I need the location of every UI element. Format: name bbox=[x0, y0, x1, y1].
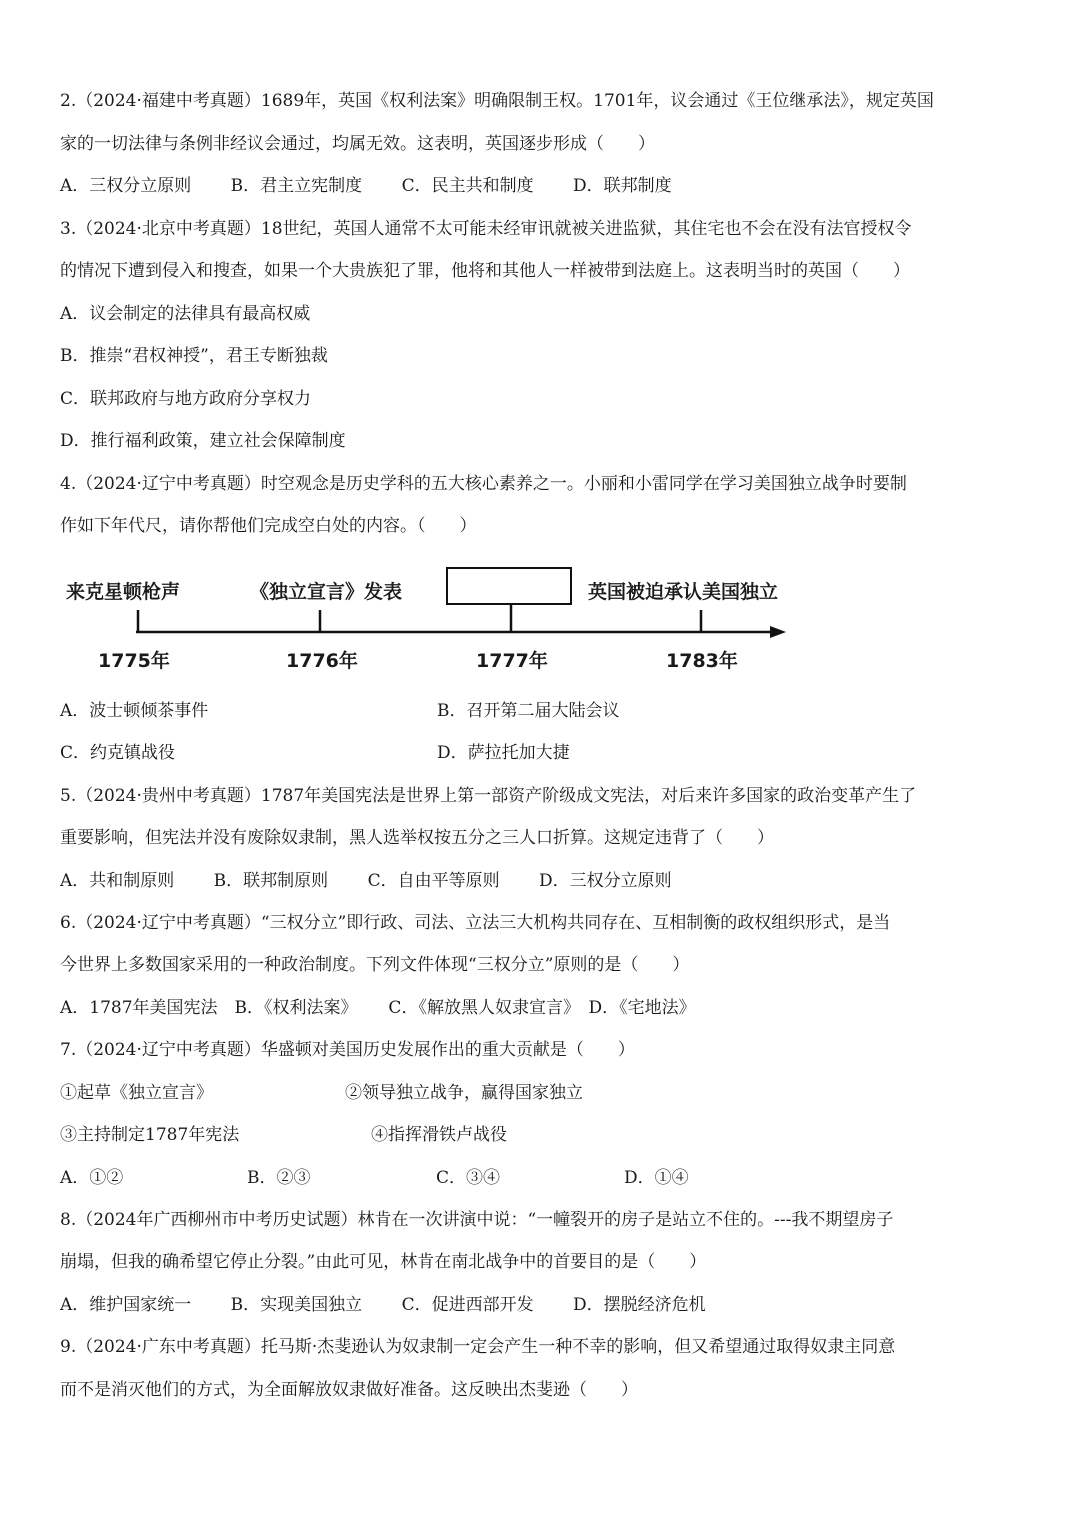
q8-stem-line1: 8.（2024年广西柳州市中考历史试题）林肯在一次讲演中说：“一幢裂开的房子是站立不住的。---我不期望房子 bbox=[60, 1210, 894, 1230]
q7-item-4: ④指挥滑铁卢战役 bbox=[371, 1125, 507, 1145]
q6-stem-line2: 今世界上多数国家采用的一种政治制度。下列文件体现“三权分立”原则的是（ ） bbox=[60, 955, 690, 975]
q4-option-a: A．波士顿倾茶事件 bbox=[60, 701, 209, 721]
q7-item-1: ①起草《独立宣言》 bbox=[60, 1083, 213, 1103]
timeline-label-recognition: 英国被迫承认美国独立 bbox=[588, 581, 779, 603]
q3-stem-line2: 的情况下遭到侵入和搜查，如果一个大贵族犯了罪，他将和其他人一样被带到法庭上。这表明当时的英国（ ） bbox=[60, 261, 910, 281]
q4-stem-line2: 作如下年代尺，请你帮他们完成空白处的内容。（ ） bbox=[60, 516, 477, 536]
timeline-year-1776: 1776年 bbox=[286, 650, 358, 672]
q6-options: A．1787年美国宪法 B．《权利法案》 C．《解放黑人奴隶宣言》 D．《宅地法》 bbox=[60, 998, 696, 1018]
q6-stem-line1: 6.（2024·辽宁中考真题）“三权分立”即行政、司法、立法三大机构共同存在、互相制衡的政权组织形式，是当 bbox=[60, 913, 891, 933]
q4-option-b: B．召开第二届大陆会议 bbox=[437, 701, 620, 721]
q7-stem: 7.（2024·辽宁中考真题）华盛顿对美国历史发展作出的重大贡献是（ ） bbox=[60, 1040, 635, 1060]
q3-option-d: D．推行福利政策，建立社会保障制度 bbox=[60, 431, 346, 451]
q3-stem-line1: 3.（2024·北京中考真题）18世纪，英国人通常不太可能未经审讯就被关进监狱，其住宅也不会在没有法官授权令 bbox=[60, 219, 912, 239]
q7-option-d: D．①④ bbox=[624, 1168, 689, 1188]
q7-item-3: ③主持制定1787年宪法 bbox=[60, 1125, 240, 1145]
q3-option-b: B．推崇“君权神授”，君王专断独裁 bbox=[60, 346, 328, 366]
q5-options: A．共和制原则 B．联邦制原则 C．自由平等原则 D．三权分立原则 bbox=[60, 871, 672, 891]
q9-stem-line2: 而不是消灭他们的方式，为全面解放奴隶做好准备。这反映出杰斐逊（ ） bbox=[60, 1380, 638, 1400]
timeline-year-1783: 1783年 bbox=[666, 650, 738, 672]
q5-stem-line2: 重要影响，但宪法并没有废除奴隶制，黑人选举权按五分之三人口折算。这规定违背了（ ） bbox=[60, 828, 774, 848]
timeline-year-1777: 1777年 bbox=[476, 650, 548, 672]
q4-timeline bbox=[60, 560, 820, 680]
q8-stem-line2: 崩塌，但我的确希望它停止分裂。”由此可见，林肯在南北战争中的首要目的是（ ） bbox=[60, 1252, 707, 1272]
q4-stem-line1: 4.（2024·辽宁中考真题）时空观念是历史学科的五大核心素养之一。小丽和小雷同学在学习美国独立战争时要制 bbox=[60, 474, 907, 494]
q7-item-2: ②领导独立战争，赢得国家独立 bbox=[345, 1083, 583, 1103]
q2-stem-line2: 家的一切法律与条例非经议会通过，均属无效。这表明，英国逐步形成（ ） bbox=[60, 134, 655, 154]
q5-stem-line1: 5.（2024·贵州中考真题）1787年美国宪法是世界上第一部资产阶级成文宪法，对后来许多国家的政治变革产生了 bbox=[60, 786, 917, 806]
q2-options: A．三权分立原则 B．君主立宪制度 C．民主共和制度 D．联邦制度 bbox=[60, 176, 672, 196]
q7-option-b: B．②③ bbox=[247, 1168, 311, 1188]
q7-option-c: C．③④ bbox=[436, 1168, 501, 1188]
q3-option-c: C．联邦政府与地方政府分享权力 bbox=[60, 389, 312, 409]
q4-option-c: C．约克镇战役 bbox=[60, 743, 176, 763]
q4-option-d: D．萨拉托加大捷 bbox=[437, 743, 570, 763]
q8-options: A．维护国家统一 B．实现美国独立 C．促进西部开发 D．摆脱经济危机 bbox=[60, 1295, 706, 1315]
q9-stem-line1: 9.（2024·广东中考真题）托马斯·杰斐逊认为奴隶制一定会产生一种不幸的影响，但又希望通过取得奴隶主同意 bbox=[60, 1337, 896, 1357]
timeline-label-lexington: 来克星顿枪声 bbox=[66, 581, 181, 603]
q3-option-a: A．议会制定的法律具有最高权威 bbox=[60, 304, 311, 324]
timeline-year-1775: 1775年 bbox=[98, 650, 170, 672]
timeline-label-declaration: 《独立宣言》发表 bbox=[250, 581, 403, 603]
q7-option-a: A．①② bbox=[60, 1168, 124, 1188]
q2-stem-line1: 2.（2024·福建中考真题）1689年，英国《权利法案》明确限制王权。1701年，议会通过《王位继承法》，规定英国 bbox=[60, 91, 934, 111]
timeline-blank-box bbox=[446, 567, 572, 605]
